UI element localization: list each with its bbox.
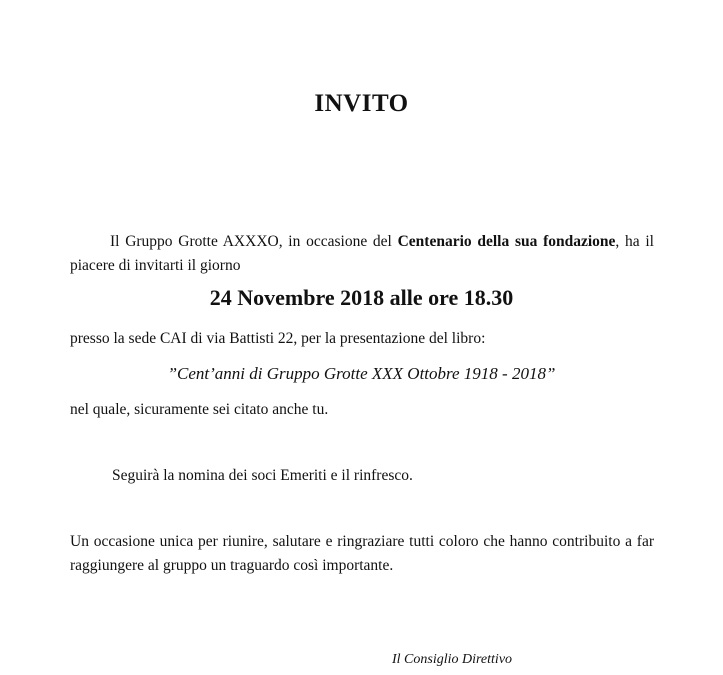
- cited-line: nel quale, sicuramente sei citato anche tu.: [70, 401, 329, 418]
- nomina-line: Seguirà la nomina dei soci Emeriti e il rinfresco.: [112, 467, 413, 484]
- event-date: 24 Novembre 2018 alle ore 18.30: [209, 285, 514, 310]
- signature: Il Consiglio Direttivo: [392, 652, 513, 667]
- intro-text-start: Il Gruppo Grotte AXXXO, in occasione del: [110, 233, 398, 250]
- location-line: presso la sede CAI di via Battisti 22, per la presentazione del libro:: [70, 330, 486, 347]
- page-title: INVITO: [314, 90, 409, 117]
- intro-paragraph: [70, 230, 654, 278]
- intro-text-end: , ha il piacere di invitarti il giorno: [70, 233, 654, 274]
- book-title: ”Cent’anni di Gruppo Grotte XXX Ottobre 1918 - 2018”: [167, 364, 556, 383]
- intro-highlight: Centenario della sua fondazione: [397, 233, 616, 250]
- closing-paragraph: Un occasione unica per riunire, salutare e ringraziare tutti coloro che hanno contribuito a far raggiungere al gruppo un traguardo così importante.: [70, 533, 654, 574]
